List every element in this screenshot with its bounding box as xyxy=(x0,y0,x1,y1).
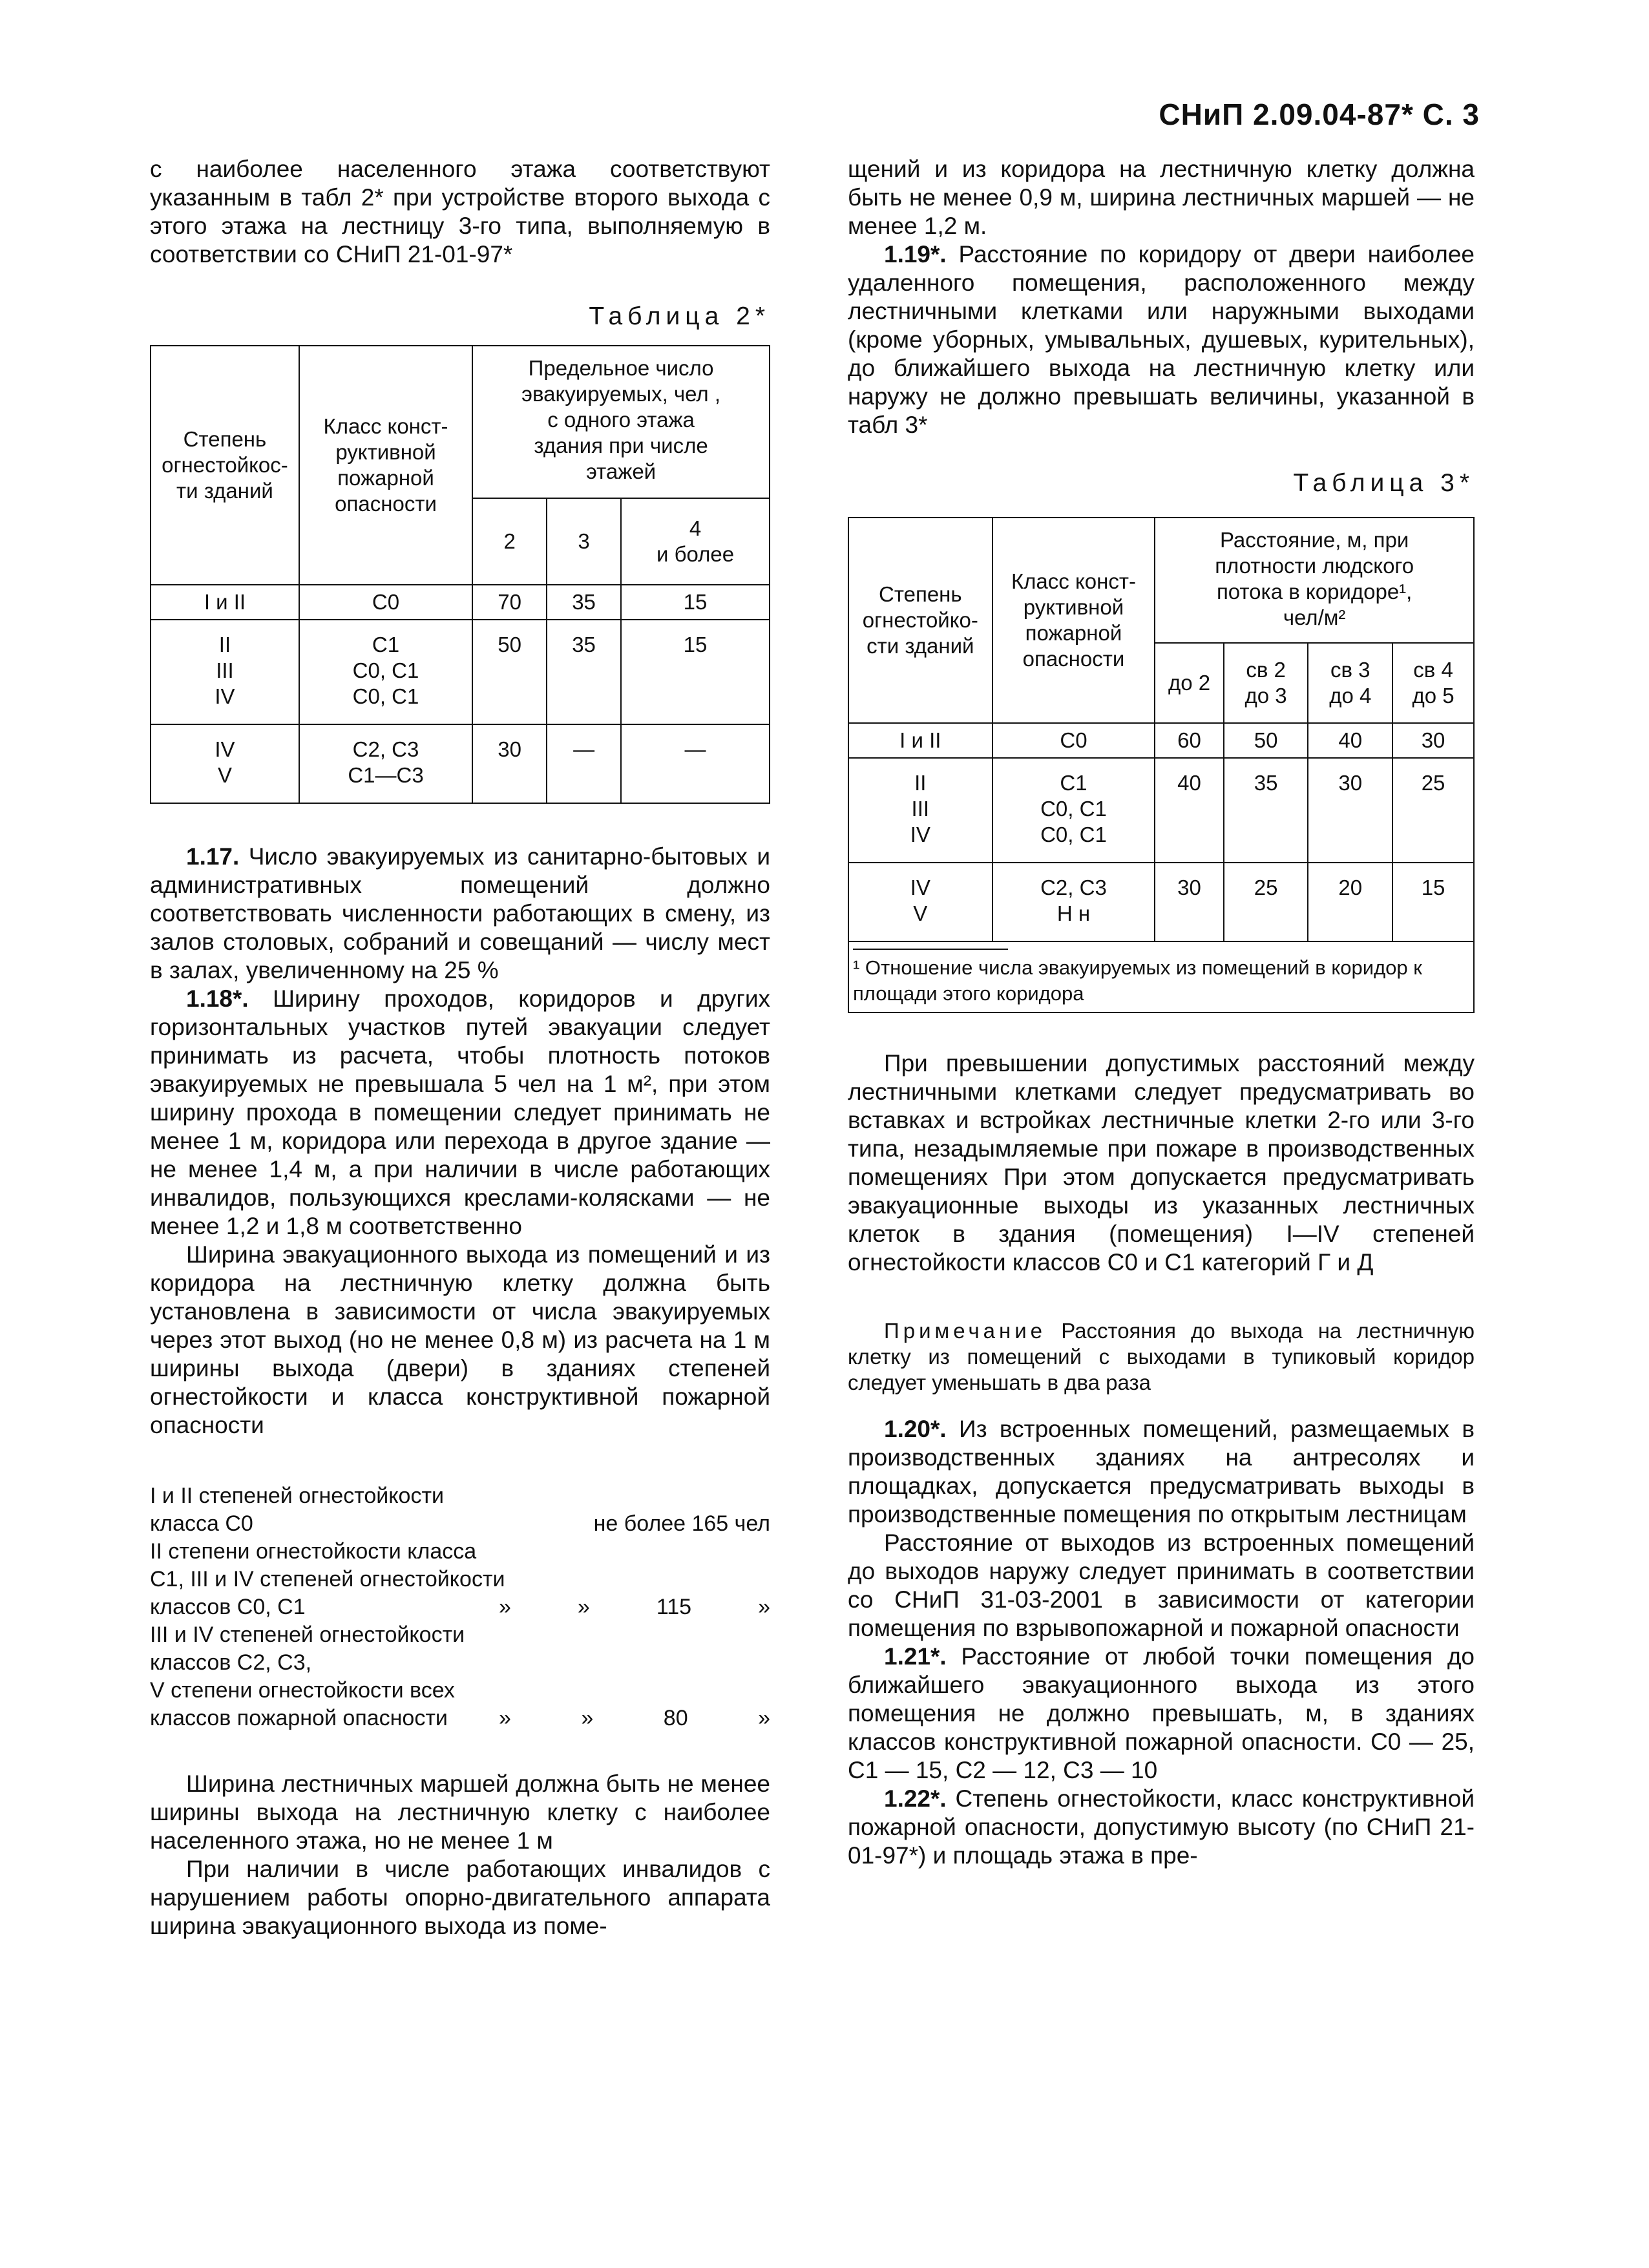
t3-header-class: Класс конст- руктивной пожарной опасности xyxy=(993,518,1155,723)
paragraph-builtin: Расстояние от выходов из встроенных помещений до выходов наружу следует принимать в соответствии со СНиП 31-03-2001 в зависимости от категории помещения по взрывопожарной и пожарной опасности xyxy=(848,1529,1475,1641)
list-item: V степени огнестойкости всех xyxy=(150,1678,455,1703)
t2-cell-v4: 15 xyxy=(621,620,770,724)
value-number: 115 xyxy=(656,1595,692,1619)
intro-paragraph: с наиболее населенного этажа соответствуют указанным в табл 2* при устройстве второго выхода с этого этажа на лестницу 3-го типа, выполняемую в соответствии со СНиП 21-01-97* xyxy=(150,156,770,268)
paragraph-1-18 xyxy=(150,985,770,1241)
list-item: классов С2, С3, xyxy=(150,1650,312,1675)
t2-cell-degree: I и II xyxy=(151,585,299,620)
t2-cell-class: С0 xyxy=(299,585,472,620)
list-item-label: класса С0 xyxy=(150,1511,253,1536)
list-item-label: классов С0, С1 xyxy=(150,1595,306,1619)
ditto-mark: » xyxy=(577,1595,590,1619)
footnote-rule xyxy=(853,949,1008,950)
paragraph-1-19 xyxy=(848,240,1475,439)
table-row xyxy=(848,863,1474,941)
table-2 xyxy=(150,345,770,804)
right-column xyxy=(848,155,1475,1870)
clause-number: 1.17. xyxy=(186,843,240,870)
t3-cell-class: С1 С0, С1 С0, С1 xyxy=(993,758,1155,863)
t2-header-class: Класс конст- руктивной пожарной опасности xyxy=(299,346,472,585)
t3-cell-c1: 30 xyxy=(1155,863,1223,941)
table-3 xyxy=(848,517,1475,1013)
ditto-mark: » xyxy=(499,1595,511,1619)
t2-header-limit: Предельное число эвакуируемых, чел , с одного этажа здания при числе этажей xyxy=(472,346,770,498)
t3-cell-c4: 25 xyxy=(1392,758,1474,863)
t3-footnote-cell xyxy=(848,941,1474,1013)
t3-cell-class: С2, С3 Н н xyxy=(993,863,1155,941)
table3-label: Таблица 3* xyxy=(1293,469,1475,497)
t2-header-degree: Степень огнестойкос- ти зданий xyxy=(151,346,299,585)
t3-cell-c2: 25 xyxy=(1224,863,1308,941)
ditto-mark: » xyxy=(499,1706,511,1730)
value-number: 80 xyxy=(663,1706,688,1730)
list-item xyxy=(150,1705,770,1732)
t3-header-density-3: св 3 до 4 xyxy=(1308,643,1392,723)
t2-cell-class: С1 С0, С1 С0, С1 xyxy=(299,620,472,724)
continued-paragraph: щений и из коридора на лестничную клетку должна быть не менее 0,9 м, ширина лестничных маршей — не менее 1,2 м. xyxy=(848,156,1475,239)
t2-header-floors-3: 3 xyxy=(547,498,621,585)
list-item: III и IV степеней огнестойкости xyxy=(150,1622,465,1647)
exit-width-list xyxy=(150,1482,770,1732)
paragraph-disabled: При наличии в числе работающих инвалидов с нарушением работы опорно-двигательного аппарата ширина эвакуационного выхода из поме- xyxy=(150,1856,770,1939)
table-row xyxy=(151,585,770,620)
page-header: СНиП 2.09.04-87* С. 3 xyxy=(1159,98,1480,131)
t3-footnote: ¹ Отношение числа эвакуируемых из помещений в коридор к площади этого коридора xyxy=(853,956,1422,1005)
paragraph-stairs-width: Ширина лестничных маршей должна быть не менее ширины выхода на лестничную клетку с наиболее населенного этажа, но не менее 1 м xyxy=(150,1770,770,1854)
clause-text: Степень огнестойкости, класс конструктивной пожарной опасности, допустимую высоту (по СНиП 21-01-97*) и площадь этажа в пре- xyxy=(848,1785,1475,1869)
t3-cell-c4: 30 xyxy=(1392,723,1474,758)
note-label: Примечание xyxy=(884,1319,1047,1343)
list-item: С1, III и IV степеней огнестойкости xyxy=(150,1567,505,1591)
table-row xyxy=(848,723,1474,758)
list-item-value xyxy=(499,1593,770,1621)
table-row xyxy=(151,724,770,803)
t3-cell-class: С0 xyxy=(993,723,1155,758)
t2-cell-v4: — xyxy=(621,724,770,803)
clause-text: Ширину проходов, коридоров и других горизонтальных участков путей эвакуации следует принимать из расчета, чтобы плотность потоков эвакуируемых не превышала 5 чел на 1 м², при этом ширину прохода в помещении следует принимать не менее 1 м, коридора или перехода в другое здание — не менее 1,4 м, а при наличии в числе работающих инвалидов, пользующихся креслами-колясками — не менее 1,2 и 1,8 м соответственно xyxy=(150,985,770,1239)
table-row xyxy=(848,758,1474,863)
t3-cell-c3: 20 xyxy=(1308,863,1392,941)
t2-cell-v3: — xyxy=(547,724,621,803)
clause-number: 1.21*. xyxy=(884,1643,947,1670)
t3-cell-degree: II III IV xyxy=(848,758,993,863)
t3-cell-c2: 50 xyxy=(1224,723,1308,758)
t3-header-density-4: св 4 до 5 xyxy=(1392,643,1474,723)
ditto-mark: » xyxy=(758,1706,770,1730)
clause-number: 1.20*. xyxy=(884,1416,947,1442)
clause-number: 1.19*. xyxy=(884,241,947,268)
note-text: Расстояния до выхода на лестничную клетку из помещений с выходами в тупиковый коридор следует уменьшать в два раза xyxy=(848,1319,1475,1394)
table2-label: Таблица 2* xyxy=(589,302,770,330)
t2-header-floors-2: 2 xyxy=(472,498,547,585)
t3-cell-c3: 40 xyxy=(1308,723,1392,758)
t3-cell-c1: 40 xyxy=(1155,758,1223,863)
paragraph-1-20 xyxy=(848,1415,1475,1529)
clause-text: Расстояние по коридору от двери наиболее удаленного помещения, расположенного между лестничными клетками или наружными выходами (кроме уборных, умывальных, душевых, курительных), до ближайшего выхода на лестничную клетку или наружу не должно превышать величины, указанной в табл 3* xyxy=(848,241,1475,438)
ditto-mark: » xyxy=(758,1595,770,1619)
paragraph-1-22 xyxy=(848,1785,1475,1870)
clause-number: 1.18*. xyxy=(186,985,249,1012)
t2-header-floors-4: 4 и более xyxy=(621,498,770,585)
t3-cell-degree: IV V xyxy=(848,863,993,941)
t3-cell-c2: 35 xyxy=(1224,758,1308,863)
list-item-value: не более 165 чел xyxy=(593,1511,770,1536)
paragraph-1-21 xyxy=(848,1643,1475,1785)
list-item: I и II степеней огнестойкости xyxy=(150,1484,445,1508)
t3-cell-c1: 60 xyxy=(1155,723,1223,758)
t2-cell-v2: 30 xyxy=(472,724,547,803)
clause-text: Число эвакуируемых из санитарно-бытовых и административных помещений должно соответствовать численности работающих в смену, из залов столовых, собраний и совещаний — числу мест в залах, увеличенному на 25 % xyxy=(150,843,770,983)
t3-header-density-2: св 2 до 3 xyxy=(1224,643,1308,723)
paragraph-exit-width: Ширина эвакуационного выхода из помещений и из коридора на лестничную клетку должна быть установлена в зависимости от числа эвакуируемых через этот выход (но не менее 0,8 м) из расчета на 1 м ширины выхода (двери) в зданиях степеней огнестойкости и класса конструктивной пожарной опасности xyxy=(150,1241,770,1438)
note-paragraph xyxy=(848,1318,1475,1396)
t2-cell-class: С2, С3 С1—С3 xyxy=(299,724,472,803)
ditto-mark: » xyxy=(581,1706,594,1730)
t2-cell-v2: 50 xyxy=(472,620,547,724)
list-item-value xyxy=(499,1705,770,1732)
t2-cell-v3: 35 xyxy=(547,620,621,724)
clause-number: 1.22*. xyxy=(884,1785,947,1812)
t2-cell-degree: IV V xyxy=(151,724,299,803)
clause-text: Из встроенных помещений, размещаемых в производственных зданиях на антресолях и площадках, допускается предусматривать выходы в производственные помещения по открытым лестницам xyxy=(848,1416,1475,1528)
paragraph-1-17 xyxy=(150,843,770,985)
list-item xyxy=(150,1593,770,1621)
clause-text: Расстояние от любой точки помещения до ближайшего эвакуационного выхода из этого помещения не должно превышать, м, в зданиях классов конструктивной пожарной опасности. С0 — 25, С1 — 15, С2 — 12, С3 — 10 xyxy=(848,1643,1475,1783)
list-item xyxy=(150,1510,770,1538)
t3-header-distance: Расстояние, м, при плотности людского потока в коридоре¹, чел/м² xyxy=(1155,518,1474,643)
t2-cell-v3: 35 xyxy=(547,585,621,620)
list-item: II степени огнестойкости класса xyxy=(150,1539,477,1564)
list-item-label: классов пожарной опасности xyxy=(150,1706,448,1730)
t3-header-degree: Степень огнестойко- сти зданий xyxy=(848,518,993,723)
t2-cell-v2: 70 xyxy=(472,585,547,620)
t3-cell-degree: I и II xyxy=(848,723,993,758)
t3-cell-c3: 30 xyxy=(1308,758,1392,863)
t2-cell-degree: II III IV xyxy=(151,620,299,724)
t3-cell-c4: 15 xyxy=(1392,863,1474,941)
paragraph-exceed: При превышении допустимых расстояний между лестничными клетками следует предусматривать во вставках и встройках лестничные клетки 2-го или 3-го типа, незадымляемые при пожаре в производственных помещениях При этом допускается предусматривать эвакуационные выходы из указанных лестничных клеток в здания (помещения) I—IV степеней огнестойкости классов С0 и С1 категорий Г и Д xyxy=(848,1050,1475,1276)
t3-header-density-1: до 2 xyxy=(1155,643,1223,723)
left-column xyxy=(150,155,770,1940)
table-row xyxy=(151,620,770,724)
t2-cell-v4: 15 xyxy=(621,585,770,620)
